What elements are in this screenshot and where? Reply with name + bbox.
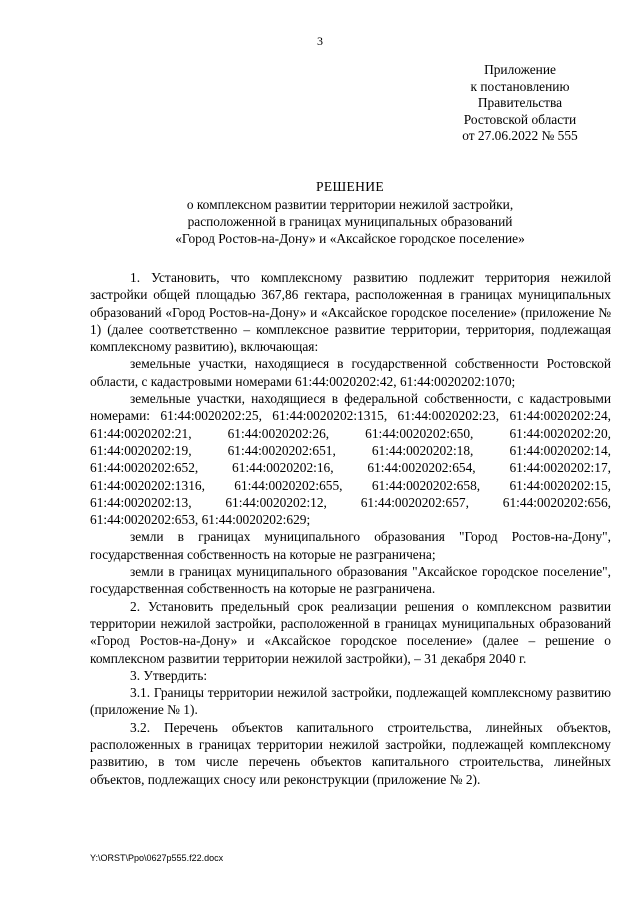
appendix-line: Правительства [477,95,563,110]
appendix-line: Приложение [484,62,556,77]
page-number: 3 [317,34,323,48]
paragraph-item-1: 1. Установить, что комплексному развитию подлежит территория нежилой застройки общей площадью 367,86 гектара, расположенная в границах муниципальных образований «Город Ростов-на-Дону» и «Аксайское городское поселение» (приложение № 1) (далее соответственно – комплексное развитие территории, территория, подлежащая комплексному развитию), включающая: [90,270,611,355]
appendix-block [440,62,600,145]
decision-title-block [60,178,640,247]
paragraph-aksay-land: земли в границах муниципального образования "Аксайское городское поселение", государственная собственность на которые не разграничена. [90,564,611,597]
appendix-date-number: от 27.06.2022 № 555 [462,128,578,143]
title-line: «Город Ростов-на-Дону» и «Аксайское городское поселение» [175,231,525,246]
title-line: о комплексном развитии территории нежилой застройки, [186,197,514,212]
decision-heading: РЕШЕНИЕ [316,179,384,194]
title-line: расположенной в границах муниципальных образований [187,214,513,229]
paragraph-regional-land: земельные участки, находящиеся в государственной собственности Ростовской области, с кадастровыми номерами 61:44:0020202:42, 61:44:0020202:1070; [90,356,611,389]
paragraph-rostov-land: земли в границах муниципального образования "Город Ростов-на-Дону", государственная собственность на которые не разграничена; [90,529,611,562]
appendix-line: Ростовской области [463,111,577,127]
document-body [90,269,611,788]
paragraph-item-3: 3. Утвердить: [130,667,208,683]
paragraph-item-3-1: 3.1. Границы территории нежилой застройки, подлежащей комплексному развитию (приложение № 1). [90,685,611,718]
paragraph-item-2: 2. Установить предельный срок реализации решения о комплексном развитии территории нежилой застройки, расположенной в границах муниципальных образований «Город Ростов-на-Дону» и «Аксайское городское поселение» (далее – решение о комплексном развитии территории нежилой застройки), – 31 декабря 2040 г. [90,598,611,666]
paragraph-item-3-2: 3.2. Перечень объектов капитального строительства, линейных объектов, расположенных в границах территории нежилой застройки, подлежащей комплексному развитию, в том числе перечень объектов капитального строительства, линейных объектов, подлежащих сносу или реконструкции (приложение № 2). [90,719,611,787]
appendix-line: к постановлению [470,78,570,94]
paragraph-federal-land: земельные участки, находящиеся в федеральной собственности, с кадастровыми номерами: 61:44:0020202:25, 61:44:0020202:1315, 61:44:0020202:23, 61:44:0020202:24, 61:44:0020202:21, 61:44:0020202:26, 61:44:0020202:650, 61:44:0020202:20, 61:44:0020202:19, 61:44:0020202:651, 61:44:0020202:18, 61:44:0020202:14, 61:44:0020202:652, 61:44:0020202:16, 61:44:0020202:654, 61:44:0020202:17, 61:44:0020202:1316, 61:44:0020202:655, 61:44:0020202:658, 61:44:0020202:15, 61:44:0020202:13, 61:44:0020202:12, 61:44:0020202:657, 61:44:0020202:656, 61:44:0020202:653, 61:44:0020202:629; [90,391,611,528]
footer-file-path: Y:\ORST\Ppo\0627p555.f22.docx [90,853,224,863]
